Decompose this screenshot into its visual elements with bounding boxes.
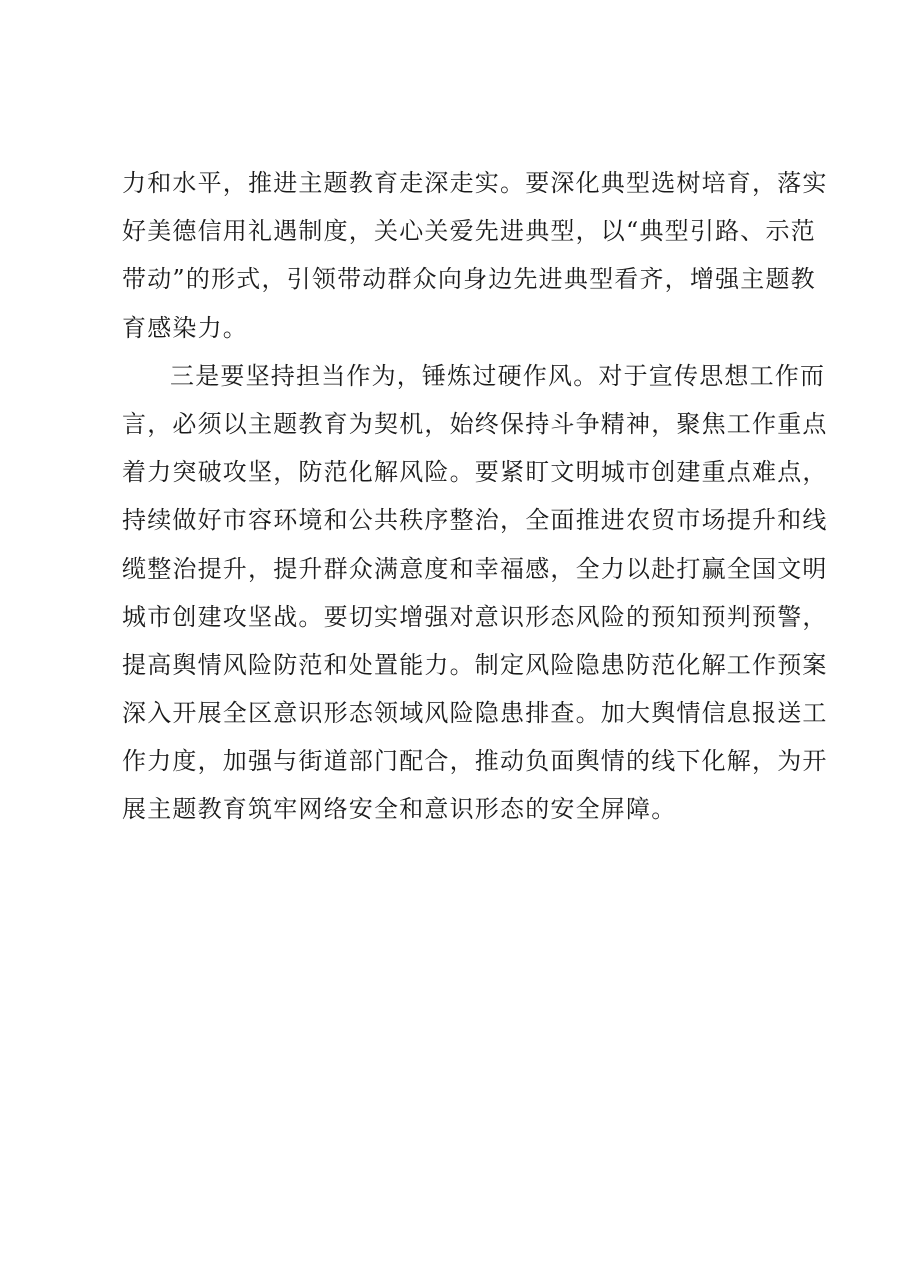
paragraph-1 — [122, 159, 828, 352]
paragraph-2 — [122, 352, 828, 834]
paragraph-line: 作力度，加强与街道部门配合，推动负面舆情的线下化解，为开 — [122, 747, 828, 776]
paragraph-line: 三是要坚持担当作为，锤炼过硬作风。对于宣传思想工作而 — [170, 361, 826, 390]
paragraph-line: 带动”的形式，引领带动群众向身边先进典型看齐，增强主题教 — [122, 265, 816, 294]
paragraph-line: 力和水平，推进主题教育走深走实。要深化典型选树培育，落实 — [122, 169, 828, 197]
paragraph-line: 缆整治提升，提升群众满意度和幸福感，全力以赴打赢全国文明 — [122, 554, 828, 583]
paragraph-line: 深入开展全区意识形态领域风险隐患排查。加大舆情信息报送工 — [122, 699, 828, 728]
paragraph-line: 育感染力。 — [122, 313, 248, 342]
paragraph-line: 好美德信用礼遇制度，关心关爱先进典型，以“典型引路、示范 — [122, 217, 816, 246]
paragraph-line: 持续做好市容环境和公共秩序整治，全面推进农贸市场提升和线 — [122, 506, 828, 535]
paragraph-line: 言，必须以主题教育为契机，始终保持斗争精神，聚焦工作重点 — [122, 409, 828, 438]
paragraph-line: 城市创建攻坚战。要切实增强对意识形态风险的预知预判预警， — [122, 602, 828, 631]
paragraph-line: 提高舆情风险防范和处置能力。制定风险隐患防范化解工作预案 — [122, 650, 828, 679]
paragraph-line: 着力突破攻坚，防范化解风险。要紧盯文明城市创建重点难点， — [122, 458, 828, 487]
document-body — [122, 159, 828, 834]
paragraph-line: 展主题教育筑牢网络安全和意识形态的安全屏障。 — [122, 795, 677, 824]
